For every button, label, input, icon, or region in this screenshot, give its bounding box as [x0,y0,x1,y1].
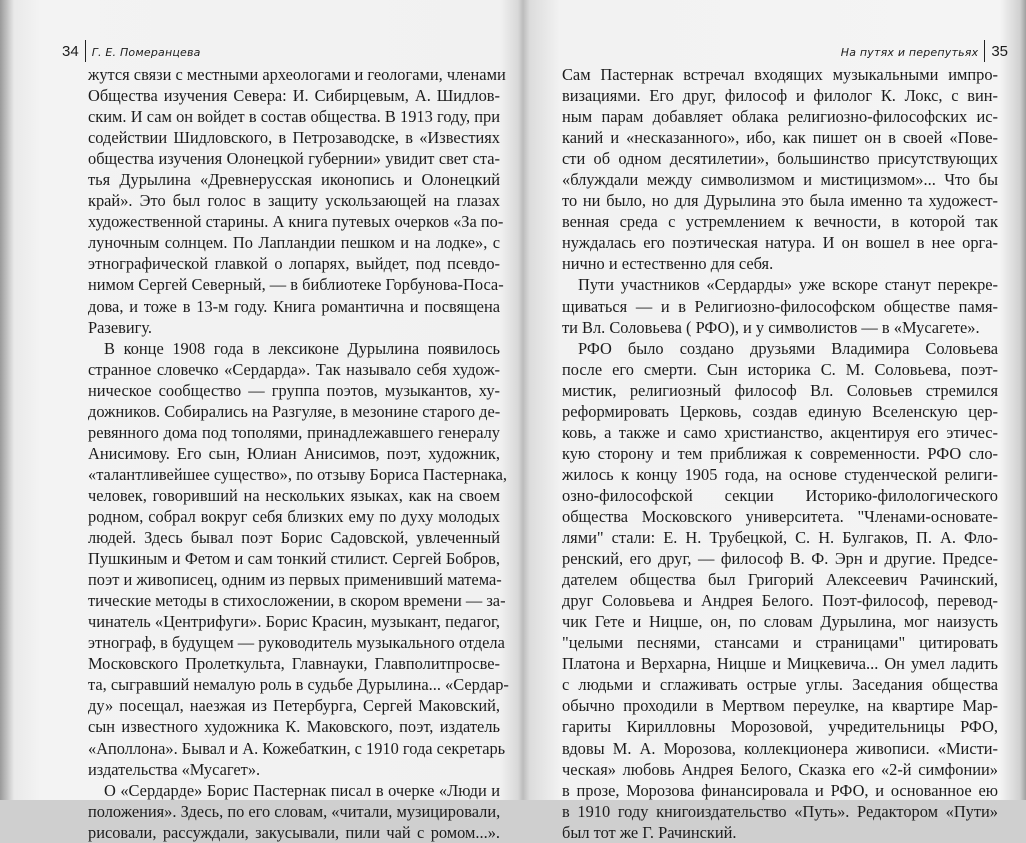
text-line: нично и естественно для себя. [562,254,774,274]
text-line: та, сыгравший немалую роль в судьбе Дурылина... «Сердар- [88,675,509,695]
text-line: визациями. Его друг, философ и филолог К. Локс, с вин- [562,86,998,106]
left-running-head: Г. Е. Померанцева [91,46,201,59]
text-line: вдовы М. А. Морозова, коллекционера живописи. «Мисти- [562,738,998,758]
text-line: издательства «Мусагет». [88,759,261,779]
text-line: после его смерти. Сын историка С. М. Соловьева, поэт- [562,359,998,379]
text-line: мистик, религиозный философ Вл. Соловьев стремился [562,380,998,400]
right-running-header [841,40,1008,62]
text-line: ческая» любовь Андрея Белого, Сказка его «2-й симфонии» [562,759,998,779]
text-line: край». Это был голос в защиту ускользающей на глазах [88,191,500,211]
text-line: РФО было создано друзьями Владимира Соловьева [578,338,998,358]
left-body-text [88,64,509,843]
text-line: Платона и Верхарна, Ницше и Мицкевича... Он умел ладить [562,654,998,674]
text-line: дателем общества был Григорий Алексеевич Рачинский, [562,570,998,590]
text-line: в 1910 году книгоиздательство «Путь». Редактором «Пути» [562,801,998,821]
text-line: содействии Шидловского, в Петрозаводске, в «Известиях [88,128,500,148]
header-rule [984,40,985,62]
text-line: тья Дурылина «Древнерусская иконопись и Олонецкий [88,170,500,190]
text-line: этнографической главкой о лопарях, выйдет, под псевдо- [88,254,500,274]
text-line: «Аполлона». Бывал и А. Кожебаткин, с 1910 года секретарь [88,738,506,758]
text-line: то ни было, но для Дурылина это была именно та художест- [562,191,998,211]
text-line: жутся связи с местными археологами и геологами, членами [88,65,506,84]
text-line: нуждалась его поэтическая натура. И он вошел в нее орга- [562,233,998,253]
text-line: Анисимову. Его сын, Юлиан Анисимов, поэт, художник, [88,443,500,463]
text-line: сын известного художника К. Маковского, поэт, издатель [88,717,500,737]
text-line: Московского Пролеткульта, Главнауки, Главполитпросве- [88,654,500,674]
right-body-text [562,64,998,843]
text-line: друг Соловьева и Андрея Белого. Поэт-философ, перевод- [562,591,998,611]
text-line: положения». Здесь, по его словам, «читали, музицировали, [88,801,501,821]
text-line: ти Вл. Соловьева ( РФО), и у символистов — в «Мусагете». [562,317,980,337]
text-line: луночным солнцем. По Лапландии пешком и на лодке», с [88,233,500,253]
text-line: Сам Пастернак встречал входящих музыкальными импро- [562,65,998,84]
text-line: рисовали, рассуждали, закусывали, пили чай с ромом...». [88,822,500,842]
text-line: сти об одном десятилетии», большинство присутствующих [562,149,998,169]
text-line: был тот же Г. Рачинский. [562,822,737,842]
text-line: поэт и живописец, одним из первых применивший матема- [88,570,502,590]
text-line: художественной старины. А книга путевых очерков «За по- [88,212,504,232]
text-line: щиваться — и в Религиозно-философском обществе памя- [562,296,998,316]
text-line: ническое сообщество — группа поэтов, музыкантов, ху- [88,380,500,400]
text-line: родном, собрал вокруг себя близких ему по духу молодых [88,506,500,526]
text-line: жилось к концу 1905 года, на основе студенческой религи- [562,464,998,484]
text-line: обычно проходили в Мертвом переулке, на квартире Мар- [562,696,998,716]
text-line: Разевигу. [88,317,153,337]
text-line: Пушкиным и Фетом и сам тонкий стилист. Сергей Бобров, [88,549,500,569]
text-line: людей. Здесь бывал поэт Борис Садовской, увлеченный [88,528,500,548]
text-line: "целыми песнями, стансами и страницами" цитировать [562,633,998,653]
text-line: кую сторону и тем приближая к современности. РФО сло- [562,443,998,463]
text-line: «блуждали между символизмом и мистицизмом»... Что бы [562,170,998,190]
text-line: Общества изучения Севера: И. Сибирцевым, А. Шидлов- [88,86,500,106]
text-line: странное словечко «Сердарда». Так называло себя худож- [88,359,500,379]
text-line: В конце 1908 года в лексиконе Дурылина появилось [104,338,500,358]
text-line: общества изучения Олонецкой губернии» увидит свет ста- [88,149,500,169]
text-line: ным парам добавляет облака религиозно-философских ис- [562,107,998,127]
text-line: нимом Сергей Северный, — в библиотеке Горбунова-Поса- [88,275,504,295]
text-line: каний и «несказанного», ибо, как пишет он в своей «Пове- [562,128,998,148]
right-running-head: На путях и перепутьях [840,46,979,59]
right-page [524,0,1026,842]
text-line: реформировать Церковь, создав единую Вселенскую цер- [562,401,998,421]
text-line: человек, говоривший на нескольких языках, как на своем [88,485,500,505]
left-page-number: 34 [62,43,79,60]
text-line: с людьми и сглаживать острые углы. Заседания общества [562,675,998,695]
text-line: этнограф, в будущем — руководитель музыкального отдела [88,633,505,653]
text-line: лями" стали: Е. Н. Трубецкой, С. Н. Булгаков, П. А. Фло- [562,528,998,548]
text-line: ским. И сам он войдет в состав общества. В 1913 году, при [88,107,500,127]
text-line: чинатель «Центрифуги». Борис Красин, музыкант, педагог, [88,612,500,632]
text-line: ренский, его друг, — философ В. Ф. Эрн и другие. Предсе- [562,549,998,569]
text-line: Пути участников «Сердарды» уже вскоре станут перекре- [578,275,998,295]
text-line: общества Московского университета. "Членами-основате- [562,506,998,526]
text-line: чик Гете и Ницше, он, по словам Дурылина, мог наизусть [562,612,998,632]
left-running-header [62,40,201,62]
text-line: «талантливейшее существо», по отзыву Бориса Пастернака, [88,464,508,484]
text-line: ревянного дома под тополями, принадлежавшего генералу [88,422,500,442]
right-page-number: 35 [991,43,1008,60]
text-line: тические методы в стихосложении, в скором времени — за- [88,591,506,611]
header-rule [85,40,86,62]
text-line: гариты Кирилловны Морозовой, учредительницы РФО, [562,717,998,737]
text-line: дова, и тоже в 13-м году. Книга романтична и посвящена [88,296,500,316]
text-line: в прозе, Морозова финансировала и РФО, и основанное ею [562,780,998,800]
text-line: дожников. Собирались на Разгуляе, в мезонине старого де- [88,401,501,421]
text-line: ду» посещал, наезжая из Петербурга, Сергей Маковский, [88,696,500,716]
text-line: О «Сердарде» Борис Пастернак писал в очерке «Люди и [104,780,500,800]
text-line: венная среда с устремлением к вечности, в которой так [562,212,998,232]
text-line: озно-философской секции Историко-филологического [562,485,998,505]
text-line: ковь, а также и само христианство, акцентируя его этичес- [562,422,998,442]
